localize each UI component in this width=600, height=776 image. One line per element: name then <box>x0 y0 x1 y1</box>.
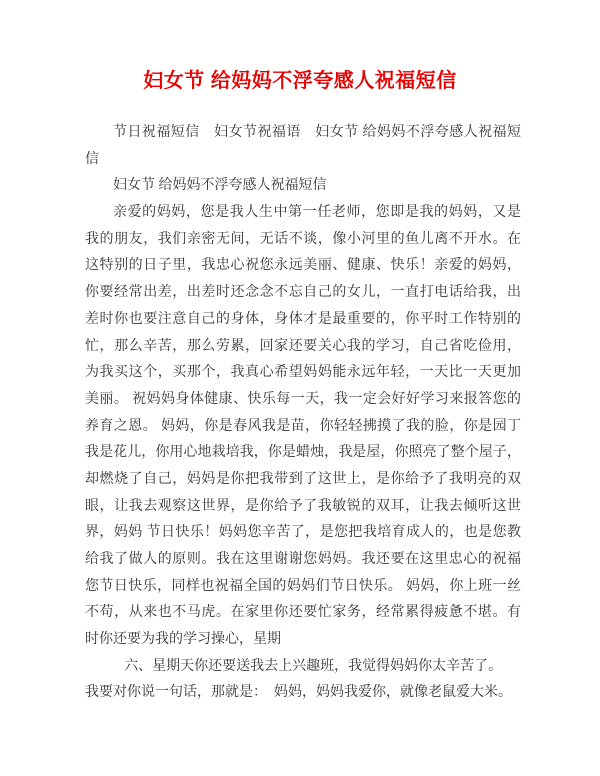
text-line: 为我买这个，买那个，我真心希望妈妈能永远年轻，一天比一天更加 <box>85 365 521 381</box>
text-line: 您节日快乐，同样也祝福全国的妈妈们节日快乐。 妈妈，你上班一丝 <box>85 578 521 594</box>
text-line: 忙，那么辛苦，那么劳累，回家还要关心我的学习，自己省吃俭用， <box>85 338 521 354</box>
text-line: 这特别的日子里，我忠心祝您永远美丽、健康、快乐！亲爱的妈妈， <box>85 258 521 274</box>
text-line: 我的朋友，我们亲密无间，无话不谈，像小河里的鱼儿离不开水。在 <box>85 231 521 247</box>
text-line: 眼，让我去观察这世界，是你给予了我敏锐的双耳，让我去倾听这世 <box>85 498 521 514</box>
document-body <box>85 120 521 707</box>
text-line: 妇女节 给妈妈不浮夸感人祝福短信 <box>113 178 327 194</box>
text-line: 我是花儿，你用心地栽培我，你是蜡烛，我是屋，你照亮了整个屋子， <box>85 445 521 461</box>
text-line: 时你还要为我的学习操心，星期 <box>85 632 281 648</box>
text-line: 美丽。 祝妈妈身体健康、快乐每一天，我一定会好好学习来报答您的 <box>85 391 521 407</box>
text-line: 不苟，从来也不马虎。在家里你还要忙家务，经常累得疲惫不堪。有 <box>85 605 521 621</box>
text-line: 六、星期天你还要送我去上兴趣班，我觉得妈妈你太辛苦了。 <box>124 658 503 674</box>
text-line: 界，妈妈 节日快乐！妈妈您辛苦了，是您把我培育成人的，也是您教 <box>85 525 521 541</box>
text-line: 差时你也要注意自己的身体，身体才是最重要的，你平时工作特别的 <box>85 311 521 327</box>
text-line: 给我了做人的原则。我在这里谢谢您妈妈。我还要在这里忠心的祝福 <box>85 552 521 567</box>
text-line: 亲爱的妈妈，您是我人生中第一任老师，您即是我的妈妈，又是 <box>113 205 521 221</box>
text-line: 却燃烧了自己，妈妈是你把我带到了这世上，是你给予了我明亮的双 <box>85 471 521 487</box>
text-line: 节日祝福短信 妇女节祝福语 妇女节 给妈妈不浮夸感人祝福短 <box>113 125 521 140</box>
text-line: 养育之恩。 妈妈，你是春风我是苗，你轻轻拂摸了我的脸，你是园丁 <box>85 418 521 434</box>
text-line: 你要经常出差，出差时还念念不忘自己的女儿，一直打电话给我，出 <box>85 285 521 301</box>
text-line: 我要对你说一句话，那就是： 妈妈，妈妈我爱你，就像老鼠爱大米。 <box>85 685 512 701</box>
document-title: 妇女节 给妈妈不浮夸感人祝福短信 <box>143 70 457 92</box>
text-line: 信 <box>85 151 99 167</box>
